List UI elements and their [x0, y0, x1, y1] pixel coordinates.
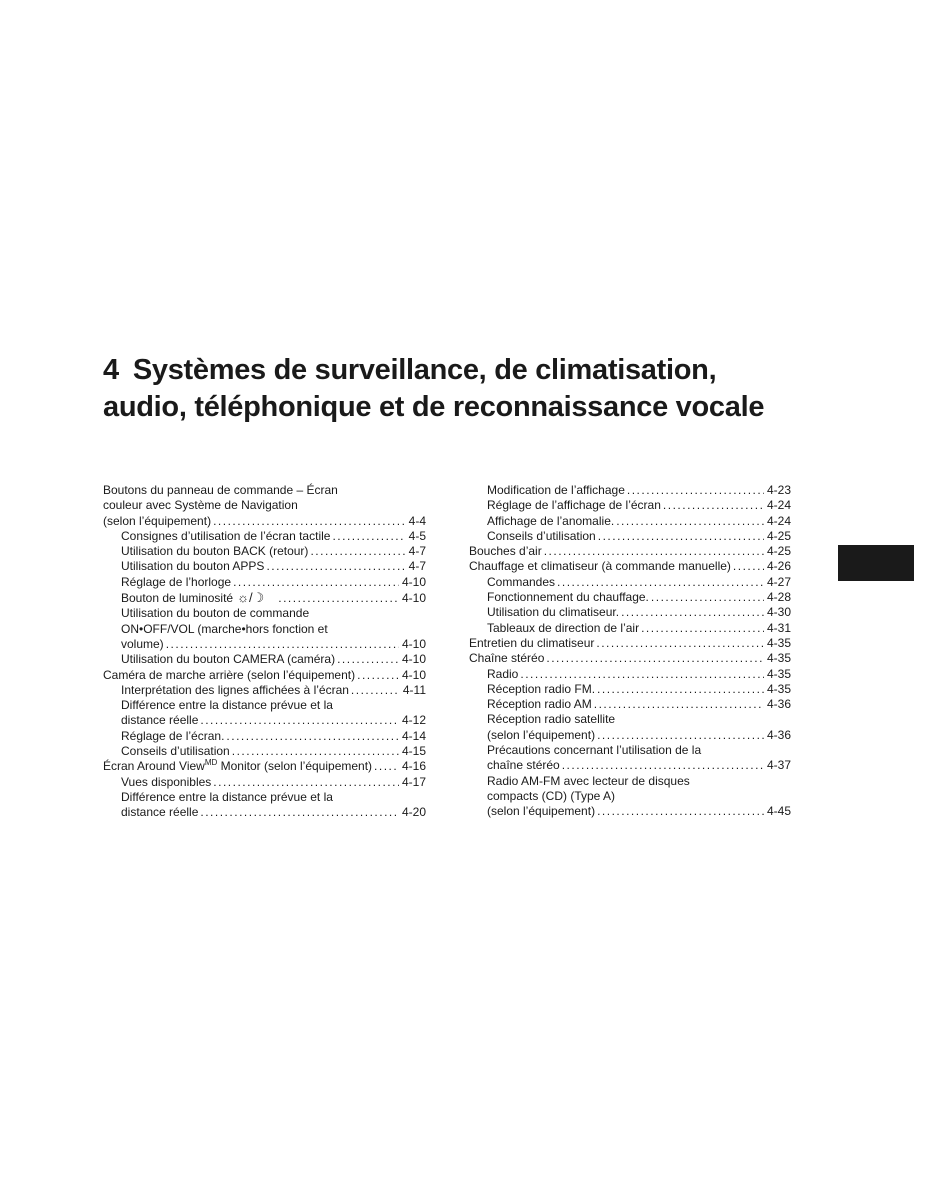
toc-entry[interactable] [103, 790, 426, 821]
toc-entry-title-text: Utilisation du bouton CAMERA (caméra) [121, 652, 336, 667]
toc-entry-title [487, 758, 560, 773]
toc-entry-text-line: Différence entre la distance prévue et la [121, 789, 333, 804]
toc-entry-title-text: Utilisation du climatiseur. [487, 605, 620, 620]
toc-entry-text-line: Différence entre la distance prévue et la [121, 698, 333, 713]
toc-entry-title [121, 683, 349, 698]
dot-leader [594, 697, 764, 712]
toc-page-number: 4-17 [401, 774, 426, 789]
toc-page-number: 4-24 [766, 513, 791, 528]
toc-entry-title-text: Bouches d’air [469, 544, 542, 559]
toc-page-number: 4-31 [766, 620, 791, 635]
toc-entry-title-text: (selon l’équipement) [487, 804, 596, 819]
toc-page-number: 4-37 [766, 758, 791, 773]
toc-entry[interactable] [469, 667, 791, 682]
toc-entry-final-line [487, 483, 791, 498]
toc-page-number: 4-7 [408, 559, 426, 574]
toc-entry-title [469, 651, 544, 666]
toc-entry-final-line [487, 575, 791, 590]
toc-entry-final-line [121, 529, 426, 544]
toc-entry-title [121, 559, 264, 574]
toc-entry[interactable] [103, 729, 426, 744]
toc-page-number: 4-10 [401, 574, 426, 589]
toc-entry-title-text: Conseils d’utilisation [121, 744, 230, 759]
toc-entry[interactable] [103, 483, 426, 529]
toc-entry-title-text: Caméra de marche arrière (selon l’équipement) [103, 667, 356, 682]
toc-entry-title [487, 621, 639, 636]
toc-entry-title-text: Commandes [487, 574, 556, 589]
dot-leader [641, 621, 764, 636]
toc-page-number: 4-45 [766, 804, 791, 819]
dot-leader [226, 729, 399, 744]
toc-entry-title [487, 514, 614, 529]
toc-entry[interactable] [103, 668, 426, 683]
toc-entry-title [103, 759, 372, 774]
toc-entry-title-text: Réception radio FM. [487, 681, 596, 696]
toc-entry-text-line: Radio AM-FM avec lecteur de disques [487, 773, 690, 788]
toc-entry-final-line [487, 590, 791, 605]
toc-entry-title [487, 728, 595, 743]
toc-entry-title-text: Réglage de l’horloge [121, 574, 232, 589]
toc-entry-final-line [487, 529, 791, 544]
toc-entry-title [121, 775, 211, 790]
toc-entry-title [103, 668, 355, 683]
toc-entry-title-text: Réglage de l’affichage de l’écran [487, 498, 661, 513]
toc-entry[interactable] [103, 559, 426, 574]
toc-entry-title-text: Entretien du climatiseur [469, 635, 595, 650]
dot-leader [651, 590, 764, 605]
toc-page-number: 4-25 [766, 528, 791, 543]
toc-page-number: 4-10 [401, 652, 426, 667]
dot-leader [562, 758, 764, 773]
toc-entry-title [469, 559, 731, 574]
toc-entry[interactable] [103, 744, 426, 759]
toc-page-number: 4-36 [766, 727, 791, 742]
toc-entry-final-line [487, 758, 791, 773]
dot-leader [733, 559, 764, 574]
toc-entry[interactable] [103, 529, 426, 544]
dot-leader [166, 637, 399, 652]
chapter-title-line-1 [103, 354, 716, 386]
toc-page-number: 4-20 [401, 805, 426, 820]
toc-entry-final-line [469, 651, 791, 666]
chapter-number: 4 [103, 354, 119, 386]
toc-entry-final-line [121, 559, 426, 574]
dot-leader [233, 575, 399, 590]
toc-entry-final-line [121, 805, 426, 820]
toc-page-number: 4-7 [408, 544, 426, 559]
toc-entry-final-line [487, 682, 791, 697]
toc-page-number: 4-12 [401, 713, 426, 728]
toc-entry[interactable] [103, 544, 426, 559]
toc-entry[interactable] [103, 698, 426, 729]
dot-leader [597, 728, 764, 743]
toc-entry-title-text: Tableaux de direction de l’air [487, 620, 640, 635]
toc-entry-title [121, 652, 335, 667]
toc-entry-final-line [121, 713, 426, 728]
toc-entry-title-text: Utilisation du bouton BACK (retour) [121, 544, 309, 559]
toc-entry-final-line [469, 636, 791, 651]
toc-entry-title-text: Affichage de l’anomalie. [487, 513, 615, 528]
toc-entry[interactable] [469, 651, 791, 666]
toc-entry[interactable] [469, 483, 791, 498]
dot-leader [544, 544, 764, 559]
toc-entry[interactable] [469, 559, 791, 574]
toc-entry-final-line [487, 667, 791, 682]
dot-leader [213, 514, 406, 529]
chapter-title [103, 352, 893, 426]
toc-entry-title [121, 805, 198, 820]
toc-entry-title [121, 729, 224, 744]
toc-entry-title [121, 575, 231, 590]
toc-entry-title-text: Réception radio AM [487, 697, 592, 712]
toc-entry[interactable] [469, 514, 791, 529]
toc-entry-text-line: compacts (CD) (Type A) [487, 788, 616, 803]
toc-entry[interactable] [469, 743, 791, 774]
toc-entry-title-text: Conseils d’utilisation [487, 528, 596, 543]
toc-entry[interactable] [469, 697, 791, 712]
dot-leader [232, 744, 399, 759]
trademark-superscript: MD [204, 758, 218, 768]
toc-entry-title [121, 637, 164, 652]
dot-leader [627, 483, 764, 498]
toc-entry-final-line [121, 652, 426, 667]
toc-entry[interactable] [469, 636, 791, 651]
toc-entry-title [121, 590, 276, 606]
dot-leader [213, 775, 399, 790]
toc-entry-final-line [121, 775, 426, 790]
dot-leader [597, 804, 764, 819]
dot-leader [598, 529, 764, 544]
toc-page-number: 4-26 [766, 559, 791, 574]
toc-entry[interactable] [469, 529, 791, 544]
toc-page-number: 4-10 [401, 667, 426, 682]
toc-entry[interactable] [469, 498, 791, 513]
toc-entry-final-line [121, 683, 426, 698]
toc-entry-title-text: Bouton de luminosité [121, 591, 234, 606]
toc-page-number: 4-4 [408, 513, 426, 528]
toc-entry-final-line [487, 498, 791, 513]
toc-entry-final-line [469, 559, 791, 574]
toc-page-number: 4-28 [766, 590, 791, 605]
toc-entry-final-line [121, 575, 426, 590]
dot-leader [520, 667, 764, 682]
toc-page-number: 4-35 [766, 651, 791, 666]
toc-entry-title [121, 544, 308, 559]
toc-page-number: 4-15 [401, 744, 426, 759]
toc-entry-title-text: Interprétation des lignes affichées à l’écran [121, 682, 349, 697]
toc-entry-title [487, 605, 619, 620]
toc-entry[interactable] [469, 575, 791, 590]
dot-leader [597, 682, 764, 697]
toc-entry-text-line: Réception radio satellite [487, 712, 616, 727]
toc-entry-final-line [487, 605, 791, 620]
toc-entry-title-text: volume) [121, 636, 164, 651]
toc-entry[interactable] [469, 544, 791, 559]
toc-entry-title-text: Vues disponibles [121, 774, 212, 789]
toc-entry-final-line [487, 728, 791, 743]
toc-entry-title-text: distance réelle [121, 713, 199, 728]
toc-page-number: 4-27 [766, 574, 791, 589]
toc-page-number: 4-10 [401, 636, 426, 651]
toc-entry-title-text: chaîne stéréo [487, 758, 560, 773]
toc-page-number: 4-23 [766, 483, 791, 497]
toc-entry-title [487, 575, 555, 590]
toc-entry-final-line [469, 544, 791, 559]
toc-entry-title-text: (selon l’équipement) [487, 727, 596, 742]
toc-entry-title [487, 498, 661, 513]
toc-entry-title [469, 544, 542, 559]
toc-entry-title [487, 590, 649, 605]
toc-page-number: 4-10 [401, 591, 426, 606]
dot-leader [200, 805, 399, 820]
toc-entry-final-line [487, 804, 791, 819]
toc-page-number: 4-5 [408, 528, 426, 543]
toc-entry-title-text: Utilisation du bouton APPS [121, 559, 265, 574]
toc-entry-final-line [103, 668, 426, 683]
brightness-icon: ☼/☽ [237, 590, 265, 606]
toc-page-number: 4-36 [766, 697, 791, 712]
toc-entry[interactable] [103, 775, 426, 790]
toc-entry-title [487, 682, 595, 697]
toc-entry[interactable] [469, 712, 791, 743]
toc-entry[interactable] [103, 759, 426, 774]
toc-entry-title-text-cont: Monitor (selon l’équipement) [217, 759, 373, 774]
toc-page-number: 4-14 [401, 728, 426, 743]
dot-leader [278, 591, 399, 606]
toc-page-number: 4-30 [766, 605, 791, 620]
toc-entry-final-line [121, 744, 426, 759]
toc-entry-final-line [121, 637, 426, 652]
dot-leader [332, 529, 405, 544]
dot-leader [351, 683, 400, 698]
toc-entry[interactable] [103, 652, 426, 667]
chapter-title-text-1: Systèmes de surveillance, de climatisation, [132, 354, 717, 386]
toc-page-number: 4-24 [766, 498, 791, 513]
toc-page-number: 4-25 [766, 544, 791, 559]
chapter-edge-tab [838, 545, 914, 581]
toc-entry[interactable] [103, 606, 426, 652]
toc-entry-title [487, 667, 518, 682]
dot-leader [557, 575, 764, 590]
dot-leader [266, 559, 405, 574]
toc-entry-final-line [103, 514, 426, 529]
dot-leader [616, 514, 764, 529]
toc-page-number: 4-11 [402, 682, 426, 697]
toc-entry-final-line [121, 544, 426, 559]
toc-page-number: 4-35 [766, 681, 791, 696]
toc-entry-title-text: Chaîne stéréo [469, 651, 545, 666]
toc-entry-title-text: distance réelle [121, 805, 199, 820]
toc-entry-title [487, 483, 625, 498]
toc-entry-title [121, 529, 330, 544]
dot-leader [337, 652, 399, 667]
toc-entry-title-text: Consignes d’utilisation de l’écran tactile [121, 528, 331, 543]
toc-entry-title-text: Écran Around View [103, 759, 205, 774]
dot-leader [621, 605, 764, 620]
toc-entry-title [487, 697, 592, 712]
toc-entry[interactable] [103, 590, 426, 606]
toc-page-number: 4-35 [766, 666, 791, 681]
toc-entry-final-line [487, 697, 791, 712]
dot-leader [310, 544, 405, 559]
toc-entry-text-line: Boutons du panneau de commande – Écran [103, 483, 338, 497]
toc-entry-title-text: Modification de l’affichage [487, 483, 625, 497]
dot-leader [546, 651, 764, 666]
toc-entry-final-line [487, 621, 791, 636]
toc-entry[interactable] [469, 774, 791, 820]
toc-entry[interactable] [469, 621, 791, 636]
toc-right-column [469, 483, 791, 820]
toc-entry-title [121, 744, 230, 759]
dot-leader [374, 759, 399, 774]
dot-leader [357, 668, 399, 683]
toc-entry-title [487, 804, 595, 819]
toc-left-column [103, 483, 426, 821]
toc-entry[interactable] [469, 590, 791, 605]
toc-entry-text-line: Utilisation du bouton de commande [121, 606, 310, 621]
chapter-title-text-2: audio, téléphonique et de reconnaissance vocale [103, 391, 765, 423]
toc-entry[interactable] [103, 683, 426, 698]
toc-entry-title-text: Chauffage et climatiseur (à commande manuelle) [469, 559, 731, 574]
toc-page-number: 4-35 [766, 635, 791, 650]
dot-leader [200, 713, 399, 728]
dot-leader [596, 636, 764, 651]
toc-entry-text-line: Précautions concernant l’utilisation de la [487, 743, 702, 758]
toc-entry-text-line: ON•OFF/VOL (marche•hors fonction et [121, 621, 328, 636]
toc-entry-title [469, 636, 594, 651]
toc-entry-title-text: Fonctionnement du chauffage. [487, 590, 649, 605]
toc-entry-title-text: (selon l’équipement) [103, 513, 212, 528]
toc-entry-title-text: Réglage de l’écran. [121, 728, 225, 743]
toc-entry-title [103, 514, 211, 529]
toc-entry-final-line [103, 759, 426, 774]
toc-entry[interactable] [103, 575, 426, 590]
toc-entry-title [487, 529, 596, 544]
toc-entry[interactable] [469, 605, 791, 620]
toc-entry-final-line [487, 514, 791, 529]
toc-entry-title [121, 713, 198, 728]
dot-leader [663, 498, 764, 513]
toc-page-number: 4-16 [401, 759, 426, 774]
toc-entry-text-line: couleur avec Système de Navigation [103, 498, 298, 513]
toc-entry[interactable] [469, 682, 791, 697]
toc-entry-title-text: Radio [487, 666, 519, 681]
toc-entry-final-line [121, 729, 426, 744]
toc-entry-final-line [121, 590, 426, 606]
